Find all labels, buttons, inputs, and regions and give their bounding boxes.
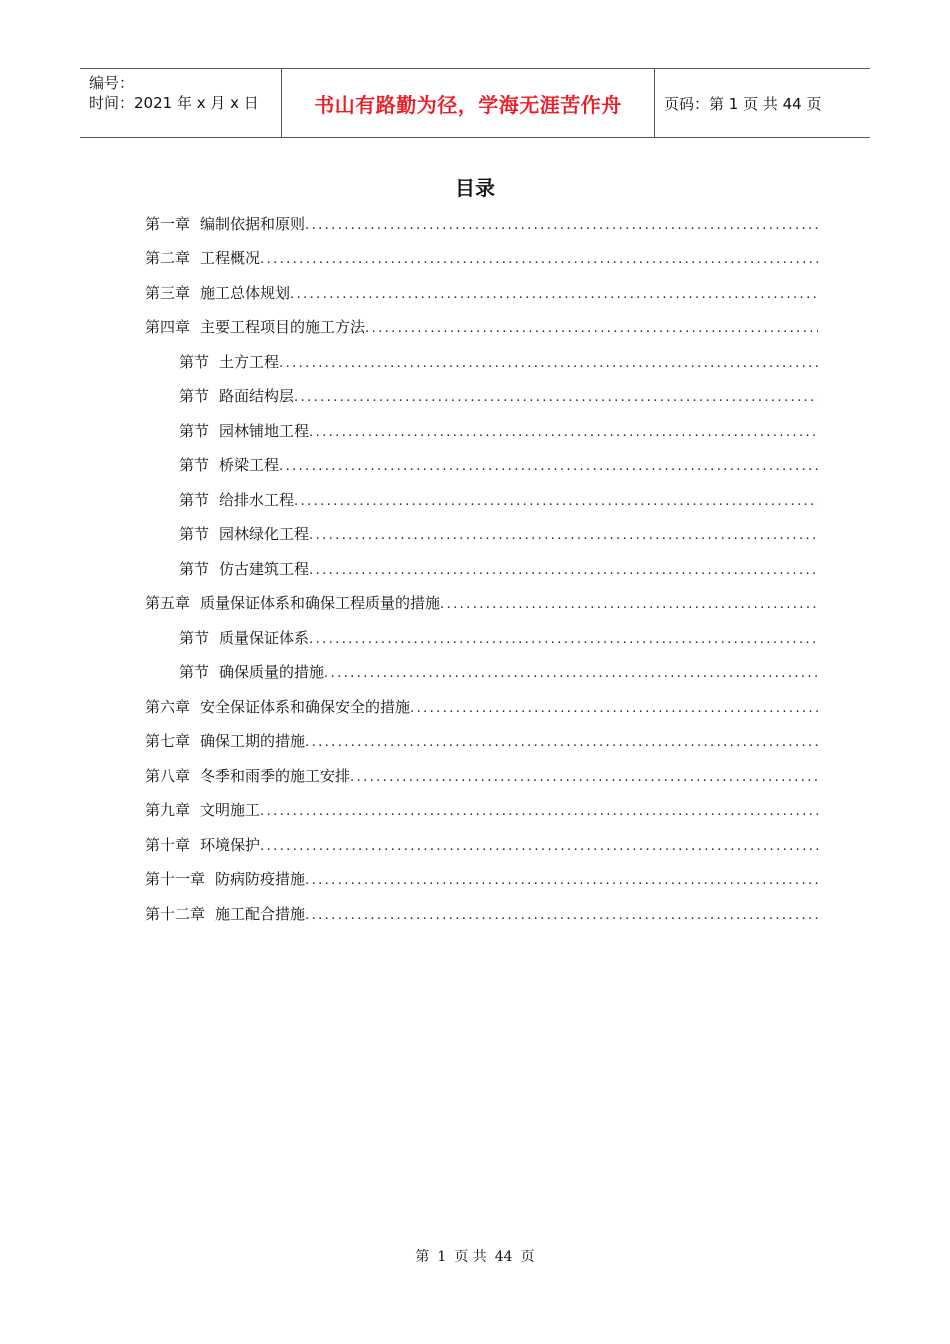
toc-entry-number: 第四章 xyxy=(145,318,191,337)
toc-entry-number: 第节 xyxy=(179,628,210,647)
toc-entry-title: 防病防疫措施 xyxy=(215,870,306,889)
toc-entry-title: 土方工程 xyxy=(219,352,280,371)
toc-chapter-entry[interactable] xyxy=(145,793,818,828)
toc-dot-leader xyxy=(305,218,818,241)
toc-section-entry[interactable] xyxy=(145,344,818,379)
toc-entry-title: 环境保护 xyxy=(200,835,261,854)
toc-dot-leader xyxy=(309,425,818,448)
toc-chapter-entry[interactable] xyxy=(145,862,818,897)
toc-chapter-entry[interactable] xyxy=(145,586,818,621)
toc-section-entry[interactable] xyxy=(145,551,818,586)
toc-entry-number: 第一章 xyxy=(145,214,191,233)
toc-entry-title: 编制依据和原则 xyxy=(200,214,306,233)
toc-entry-title: 安全保证体系和确保安全的措施 xyxy=(200,697,411,716)
toc-section-entry[interactable] xyxy=(145,448,818,483)
table-of-contents xyxy=(145,206,818,931)
document-header xyxy=(80,68,870,138)
toc-chapter-entry[interactable] xyxy=(145,827,818,862)
toc-chapter-entry[interactable] xyxy=(145,241,818,276)
toc-entry-number: 第五章 xyxy=(145,594,191,613)
toc-section-entry[interactable] xyxy=(145,620,818,655)
toc-entry-title: 施工总体规划 xyxy=(200,283,291,302)
toc-dot-leader xyxy=(279,459,818,482)
toc-dot-leader xyxy=(440,597,818,620)
toc-entry-number: 第节 xyxy=(179,387,210,406)
toc-dot-leader xyxy=(365,321,818,344)
toc-dot-leader xyxy=(305,735,818,758)
toc-section-entry[interactable] xyxy=(145,482,818,517)
toc-entry-number: 第十一章 xyxy=(145,870,206,889)
header-meta xyxy=(80,69,282,137)
toc-entry-number: 第七章 xyxy=(145,732,191,751)
toc-entry-title: 文明施工 xyxy=(200,801,261,820)
toc-dot-leader xyxy=(294,494,818,517)
toc-dot-leader xyxy=(309,632,818,655)
toc-entry-title: 质量保证体系和确保工程质量的措施 xyxy=(200,594,441,613)
page-footer xyxy=(0,1246,950,1266)
toc-dot-leader xyxy=(260,252,818,275)
toc-entry-number: 第十二章 xyxy=(145,904,206,923)
toc-entry-title: 给排水工程 xyxy=(219,490,295,509)
toc-dot-leader xyxy=(260,804,818,827)
toc-entry-number: 第六章 xyxy=(145,697,191,716)
toc-section-entry[interactable] xyxy=(145,379,818,414)
toc-entry-number: 第九章 xyxy=(145,801,191,820)
toc-dot-leader xyxy=(305,908,818,931)
toc-section-entry[interactable] xyxy=(145,517,818,552)
toc-dot-leader xyxy=(279,356,818,379)
toc-entry-title: 路面结构层 xyxy=(219,387,295,406)
header-number-label: 编号： xyxy=(89,74,135,92)
toc-entry-number: 第十章 xyxy=(145,835,191,854)
toc-dot-leader xyxy=(350,770,818,793)
toc-chapter-entry[interactable] xyxy=(145,310,818,345)
toc-entry-title: 质量保证体系 xyxy=(219,628,310,647)
header-time-label: 时间：2021 年 x 月 x 日 xyxy=(89,94,259,112)
header-motto: 书山有路勤为径，学海无涯苦作舟 xyxy=(282,69,655,137)
footer-page-prefix: 第 xyxy=(415,1249,430,1265)
footer-page-number: 1 xyxy=(437,1249,447,1265)
toc-chapter-entry[interactable] xyxy=(145,206,818,241)
toc-dot-leader xyxy=(260,839,818,862)
toc-entry-title: 工程概况 xyxy=(200,249,261,268)
toc-entry-title: 确保质量的措施 xyxy=(219,663,325,682)
toc-entry-title: 施工配合措施 xyxy=(215,904,306,923)
toc-entry-title: 主要工程项目的施工方法 xyxy=(200,318,366,337)
toc-entry-title: 确保工期的措施 xyxy=(200,732,306,751)
toc-dot-leader xyxy=(294,390,818,413)
toc-dot-leader xyxy=(309,528,818,551)
toc-section-entry[interactable] xyxy=(145,413,818,448)
toc-entry-title: 冬季和雨季的施工安排 xyxy=(200,766,351,785)
toc-chapter-entry[interactable] xyxy=(145,689,818,724)
toc-entry-number: 第三章 xyxy=(145,283,191,302)
toc-chapter-entry[interactable] xyxy=(145,724,818,759)
toc-chapter-entry[interactable] xyxy=(145,758,818,793)
toc-dot-leader xyxy=(309,563,818,586)
toc-entry-number: 第节 xyxy=(179,421,210,440)
toc-dot-leader xyxy=(290,287,818,310)
toc-entry-number: 第节 xyxy=(179,490,210,509)
toc-entry-number: 第节 xyxy=(179,663,210,682)
header-page-info: 页码：第 1 页 共 44 页 xyxy=(664,94,822,113)
footer-total-pages: 44 xyxy=(494,1249,513,1265)
toc-dot-leader xyxy=(324,666,818,689)
footer-page-mid: 页 共 xyxy=(454,1249,487,1265)
toc-entry-title: 桥梁工程 xyxy=(219,456,280,475)
toc-chapter-entry[interactable] xyxy=(145,896,818,931)
toc-entry-number: 第节 xyxy=(179,525,210,544)
toc-chapter-entry[interactable] xyxy=(145,275,818,310)
toc-entry-number: 第节 xyxy=(179,559,210,578)
toc-entry-title: 仿古建筑工程 xyxy=(219,559,310,578)
toc-entry-number: 第节 xyxy=(179,456,210,475)
toc-dot-leader xyxy=(305,873,818,896)
toc-entry-title: 园林绿化工程 xyxy=(219,525,310,544)
toc-entry-number: 第节 xyxy=(179,352,210,371)
toc-dot-leader xyxy=(410,701,818,724)
toc-entry-title: 园林铺地工程 xyxy=(219,421,310,440)
toc-section-entry[interactable] xyxy=(145,655,818,690)
footer-page-suffix: 页 xyxy=(520,1249,535,1265)
toc-entry-number: 第二章 xyxy=(145,249,191,268)
toc-entry-number: 第八章 xyxy=(145,766,191,785)
toc-title: 目录 xyxy=(455,176,495,200)
